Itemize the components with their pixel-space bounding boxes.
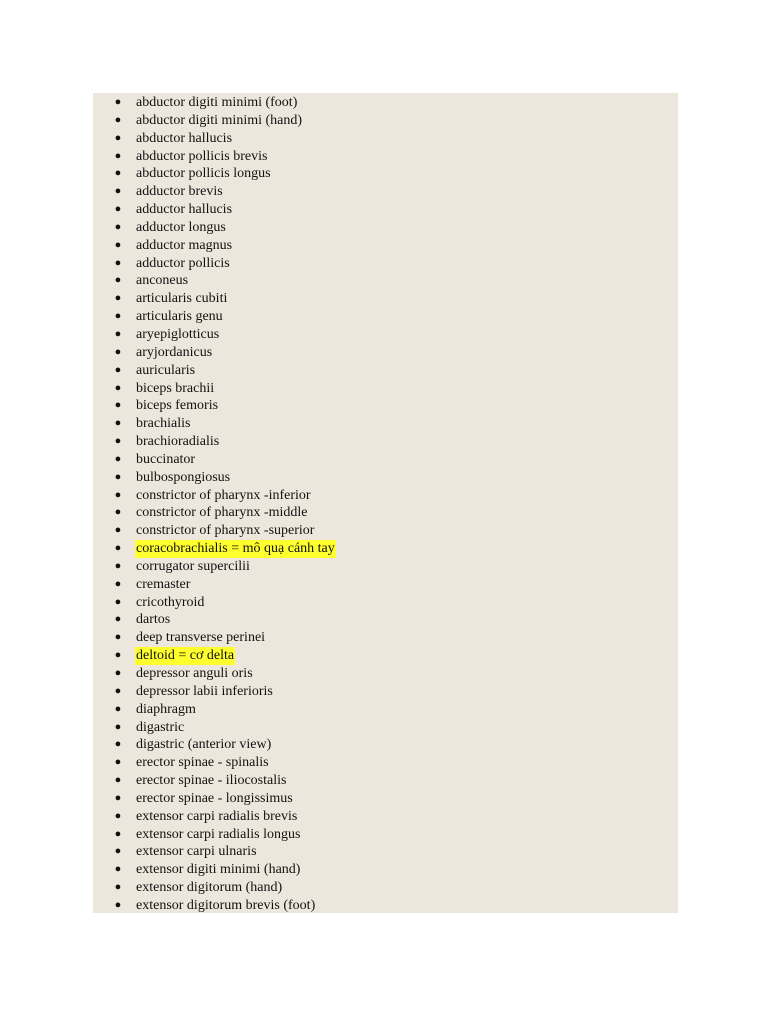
list-item [93,683,678,701]
bullet-icon: ● [114,863,122,876]
list-item-text: diaphragm [136,701,196,717]
list-item [93,558,678,576]
list-item [93,290,678,308]
list-item [93,94,678,112]
list-item-text: constrictor of pharynx -middle [136,505,308,521]
bullet-icon: ● [114,274,122,287]
bullet-icon: ● [114,756,122,769]
list-item [93,790,678,808]
list-item [93,594,678,612]
list-item-text: erector spinae - iliocostalis [136,773,287,789]
list-item-text: brachioradialis [136,434,220,450]
bullet-icon: ● [114,435,122,448]
list-item-text: adductor hallucis [136,202,233,218]
list-item [93,112,678,130]
list-item-text: extensor digiti minimi (hand) [136,862,301,878]
highlighted-item-text: deltoid = cơ delta [136,648,235,664]
list-item [93,897,678,915]
list-item [93,808,678,826]
bullet-icon: ● [114,345,122,358]
list-item-text: dartos [136,612,171,628]
list-item [93,148,678,166]
list-item [93,611,678,629]
bullet-icon: ● [114,327,122,340]
bullet-icon: ● [114,256,122,269]
bullet-icon: ● [114,310,122,323]
list-item [93,308,678,326]
list-item [93,380,678,398]
list-item [93,826,678,844]
bullet-icon: ● [114,791,122,804]
list-item [93,272,678,290]
bullet-icon: ● [114,577,122,590]
list-item-text: constrictor of pharynx -superior [136,523,315,539]
list-item-text: erector spinae - longissimus [136,790,293,806]
list-item-text: anconeus [136,273,189,289]
bullet-icon: ● [114,898,122,911]
list-item-text: constrictor of pharynx -inferior [136,487,311,503]
bullet-icon: ● [114,452,122,465]
bullet-icon: ● [114,113,122,126]
list-item [93,344,678,362]
list-item [93,201,678,219]
list-item-text: adductor pollicis [136,255,230,271]
bullet-icon: ● [114,470,122,483]
list-item-text: erector spinae - spinalis [136,755,269,771]
list-item-text: extensor carpi radialis longus [136,826,301,842]
bullet-icon: ● [114,649,122,662]
list-item [93,362,678,380]
list-item [93,165,678,183]
list-item-text: adductor magnus [136,237,233,253]
list-item [93,719,678,737]
list-item [93,451,678,469]
list-item-text: abductor digiti minimi (hand) [136,112,303,128]
bullet-icon: ● [114,774,122,787]
list-item [93,397,678,415]
list-item-text: abductor digiti minimi (foot) [136,95,298,110]
list-item-text: brachialis [136,416,191,432]
list-item-text: extensor digitorum (hand) [136,880,283,896]
list-item [93,326,678,344]
bullet-icon: ● [114,720,122,733]
list-item [93,415,678,433]
list-item [93,629,678,647]
list-item-text: extensor carpi radialis brevis [136,808,298,824]
list-item-text: articularis genu [136,309,223,325]
bullet-icon: ● [114,809,122,822]
list-item-text: cricothyroid [136,594,205,610]
list-item-text: extensor digitorum brevis (foot) [136,897,316,913]
bullet-icon: ● [114,559,122,572]
list-item [93,504,678,522]
list-item-text: abductor hallucis [136,130,233,146]
list-item-text: extensor carpi ulnaris [136,844,257,860]
list-item [93,522,678,540]
list-item [93,237,678,255]
list-item-text: abductor pollicis longus [136,166,271,182]
list-item-text: biceps femoris [136,398,219,414]
bullet-icon: ● [114,881,122,894]
bullet-icon: ● [114,702,122,715]
list-item-text: corrugator supercilii [136,558,250,574]
bullet-icon: ● [114,363,122,376]
list-item [93,772,678,790]
bullet-icon: ● [114,238,122,251]
list-item-text: adductor longus [136,219,226,235]
list-item [93,183,678,201]
bullet-icon: ● [114,149,122,162]
list-item [93,647,678,665]
list-item [93,469,678,487]
list-item [93,843,678,861]
list-item-text: aryjordanicus [136,344,213,360]
bullet-icon: ● [114,381,122,394]
list-item [93,219,678,237]
bullet-icon: ● [114,399,122,412]
list-item-text: buccinator [136,451,196,467]
bullet-icon: ● [114,684,122,697]
bullet-icon: ● [114,595,122,608]
list-item [93,665,678,683]
list-item-text: auricularis [136,362,196,378]
list-item [93,576,678,594]
bullet-icon: ● [114,203,122,216]
bullet-icon: ● [114,185,122,198]
list-item [93,754,678,772]
list-item-text: abductor pollicis brevis [136,148,268,164]
list-item [93,736,678,754]
list-item [93,255,678,273]
bullet-icon: ● [114,417,122,430]
bullet-icon: ● [114,631,122,644]
bullet-icon: ● [114,667,122,679]
list-item-text: aryepiglotticus [136,326,220,342]
bullet-icon: ● [114,131,122,144]
bullet-icon: ● [114,542,122,555]
bullet-icon: ● [114,488,122,501]
bullet-icon: ● [114,524,122,537]
bullet-icon: ● [114,292,122,305]
bullet-icon: ● [114,506,122,519]
list-item-text: digastric [136,719,185,735]
list-item [93,487,678,505]
highlighted-item-text: coracobrachialis = mô quạ cánh tay [136,541,335,557]
list-item-text: depressor anguli oris [136,666,253,681]
list-item-text: depressor labii inferioris [136,683,273,699]
list-item [93,861,678,879]
list-item-text: cremaster [136,576,191,592]
list-item [93,433,678,451]
list-item [93,130,678,148]
list-item [93,879,678,897]
list-item [93,540,678,558]
list-item-text: bulbospongiosus [136,469,231,485]
bullet-icon: ● [114,167,122,180]
bullet-icon: ● [114,96,122,108]
bullet-icon: ● [114,845,122,858]
list-item-text: biceps brachii [136,380,215,396]
bullet-icon: ● [114,738,122,751]
bullet-icon: ● [114,827,122,840]
list-item [93,701,678,719]
list-item-text: digastric (anterior view) [136,737,272,753]
list-item-text: adductor brevis [136,184,223,200]
bullet-icon: ● [114,613,122,626]
muscle-list [93,94,678,915]
list-item-text: articularis cubiti [136,291,228,307]
list-item-text: deep transverse perinei [136,630,266,646]
bullet-icon: ● [114,220,122,233]
